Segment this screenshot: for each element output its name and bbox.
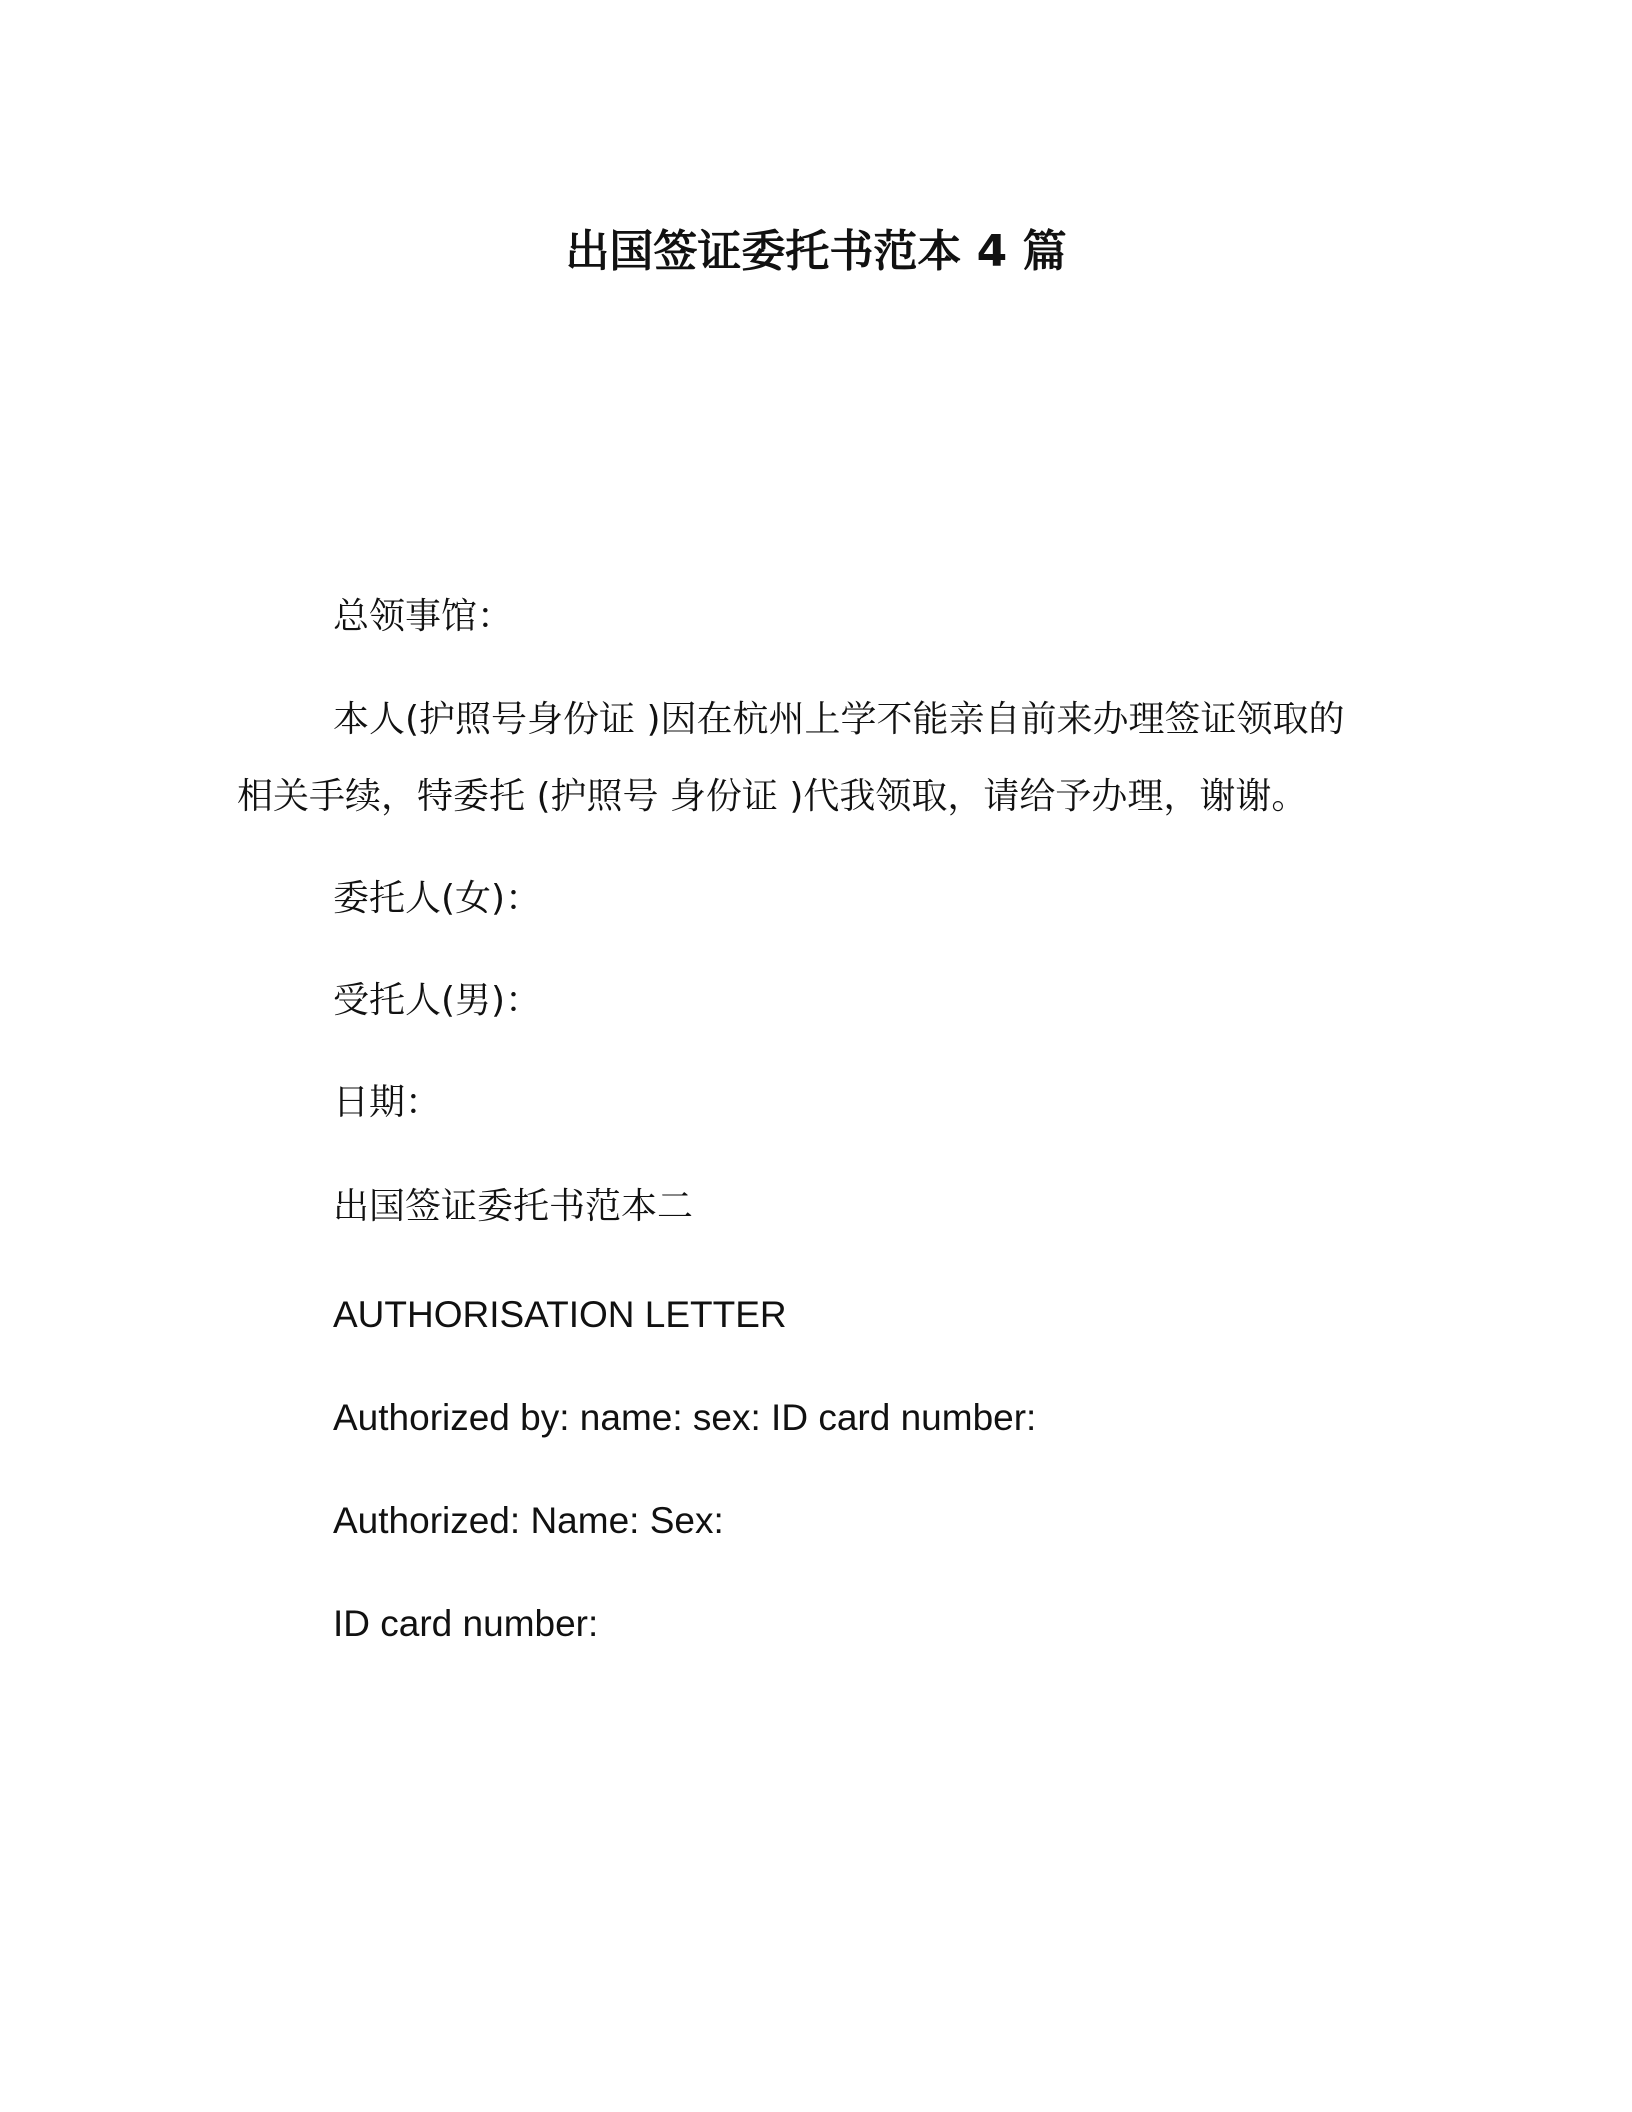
body-paragraph-line-1: 本人(护照号身份证 )因在杭州上学不能亲自前来办理签证领取的 [333,699,1345,740]
agent-label: 受托人(男)： [333,980,542,1021]
document-title: 出国签证委托书范本 4 篇 [565,226,1067,277]
id-card-line: ID card number: [333,1603,599,1644]
principal-label: 委托人(女)： [333,878,542,919]
authorized-line: Authorized: Name: Sex: [333,1500,724,1541]
english-letter-heading: AUTHORISATION LETTER [333,1294,787,1335]
body-paragraph-line-2: 相关手续，特委托 (护照号 身份证 )代我领取，请给予办理，谢谢。 [237,776,1308,817]
authorized-by-line: Authorized by: name: sex: ID card number: [333,1397,1037,1438]
sample-two-heading: 出国签证委托书范本二 [333,1186,694,1227]
date-label: 日期： [333,1082,442,1123]
salutation: 总领事馆： [333,596,514,637]
